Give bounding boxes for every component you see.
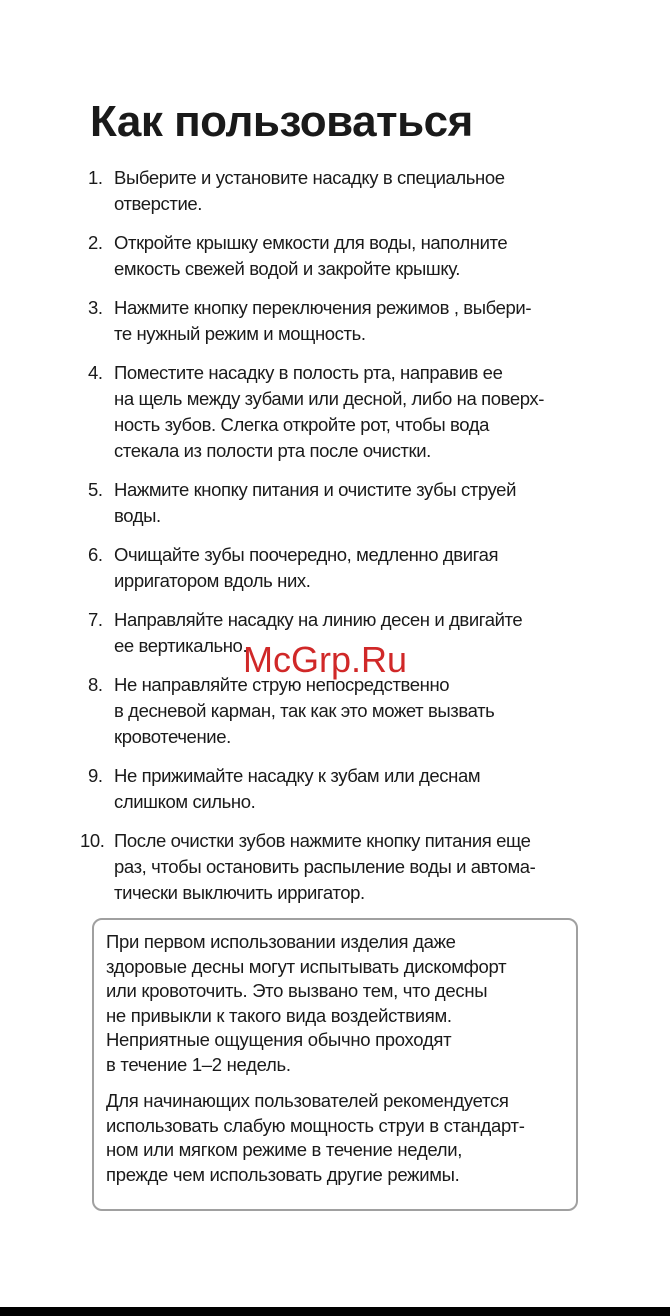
- note-paragraph: [106, 930, 566, 1077]
- step-text-line: ее вертикально.: [114, 635, 248, 656]
- step-number: 8.: [88, 674, 103, 695]
- step-number: 9.: [88, 765, 103, 786]
- note-line: Неприятные ощущения обычно проходят: [106, 1029, 452, 1050]
- step-text-line: те нужный режим и мощность.: [114, 323, 366, 344]
- list-item: [80, 230, 580, 282]
- list-item: [80, 672, 580, 750]
- bottom-divider: [0, 1307, 670, 1316]
- list-item: [80, 295, 580, 347]
- note-line: или кровоточить. Это вызвано тем, что десны: [106, 980, 488, 1001]
- list-item: [80, 607, 580, 659]
- note-line: Для начинающих пользователей рекомендуется: [106, 1090, 509, 1111]
- note-box: [92, 918, 578, 1211]
- step-text-line: ирригатором вдоль них.: [114, 570, 311, 591]
- step-number: 1.: [88, 167, 103, 188]
- step-text-line: емкость свежей водой и закройте крышку.: [114, 258, 460, 279]
- step-text-line: Очищайте зубы поочередно, медленно двигая: [114, 544, 499, 565]
- step-text-line: Выберите и установите насадку в специальное: [114, 167, 505, 188]
- list-item: [80, 360, 580, 464]
- step-text-line: раз, чтобы остановить распыление воды и автома-: [114, 856, 536, 877]
- step-number: 6.: [88, 544, 103, 565]
- step-number: 7.: [88, 609, 103, 630]
- instruction-steps-list: [80, 165, 580, 919]
- step-text-line: Откройте крышку емкости для воды, наполните: [114, 232, 508, 253]
- step-text-line: Нажмите кнопку переключения режимов , выбери-: [114, 297, 532, 318]
- note-line: не привыкли к такого вида воздействиям.: [106, 1004, 452, 1026]
- note-line: При первом использовании изделия даже: [106, 931, 456, 952]
- step-text-line: После очистки зубов нажмите кнопку питания еще: [114, 830, 531, 851]
- step-text-line: Нажмите кнопку питания и очистите зубы струей: [114, 479, 517, 500]
- list-item: [80, 542, 580, 594]
- step-number: 10.: [80, 830, 105, 851]
- note-line: прежде чем использовать другие режимы.: [106, 1163, 460, 1185]
- step-text-line: тически выключить ирригатор.: [114, 882, 365, 903]
- step-text-line: воды.: [114, 505, 161, 526]
- step-number: 3.: [88, 297, 103, 318]
- note-line: использовать слабую мощность струи в стандарт-: [106, 1114, 525, 1136]
- page-title: Как пользоваться: [90, 97, 473, 146]
- step-text-line: в десневой карман, так как это может вызвать: [114, 700, 495, 721]
- step-text-line: стекала из полости рта после очистки.: [114, 440, 431, 461]
- list-item: [80, 477, 580, 529]
- step-text-line: Не направляйте струю непосредственно: [114, 674, 450, 695]
- step-number: 4.: [88, 362, 103, 383]
- list-item: [80, 828, 580, 906]
- note-paragraph: [106, 1089, 566, 1187]
- step-text-line: кровотечение.: [114, 726, 231, 747]
- step-text-line: Поместите насадку в полость рта, направив ее: [114, 362, 503, 383]
- note-line: ном или мягком режиме в течение недели,: [106, 1139, 463, 1160]
- step-text-line: Не прижимайте насадку к зубам или деснам: [114, 765, 481, 786]
- step-number: 2.: [88, 232, 103, 253]
- step-number: 5.: [88, 479, 103, 500]
- step-text-line: на щель между зубами или десной, либо на поверх-: [114, 388, 545, 409]
- step-text-line: отверстие.: [114, 193, 203, 214]
- watermark: McGrp.Ru: [243, 639, 408, 680]
- list-item: [80, 165, 580, 217]
- step-text-line: ность зубов. Слегка откройте рот, чтобы вода: [114, 414, 489, 435]
- step-text-line: Направляйте насадку на линию десен и двигайте: [114, 609, 523, 630]
- list-item: [80, 763, 580, 815]
- note-line: в течение 1–2 недель.: [106, 1053, 291, 1075]
- step-text-line: слишком сильно.: [114, 791, 256, 812]
- note-line: здоровые десны могут испытывать дискомфорт: [106, 955, 507, 977]
